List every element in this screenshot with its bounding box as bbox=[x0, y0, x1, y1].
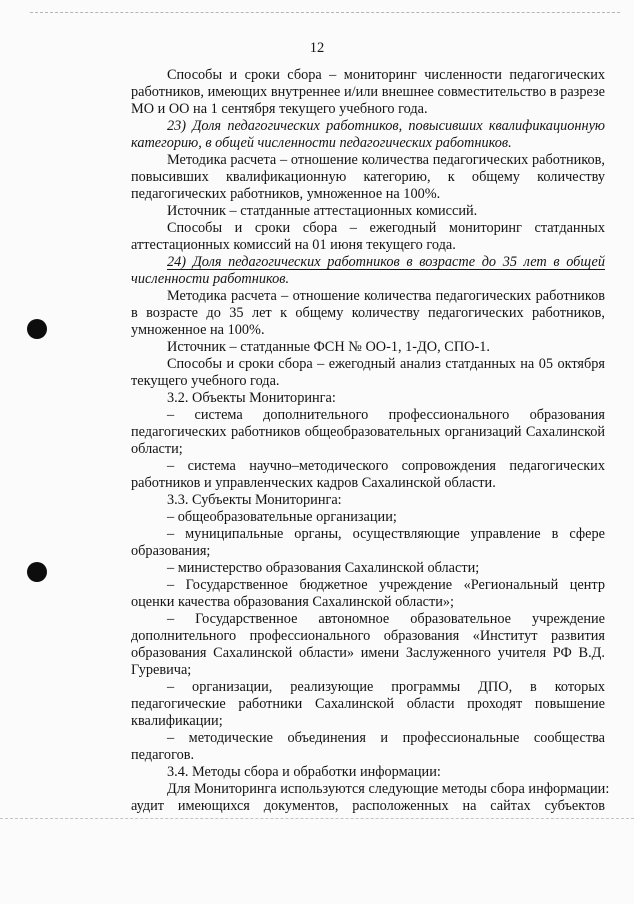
text-line: категорию, в общей численности педагогических работников. bbox=[131, 135, 512, 151]
text-line: педагогических работников, умноженное на 100%. bbox=[131, 186, 441, 202]
text-line: – система дополнительного профессионального образования bbox=[167, 407, 605, 423]
page-number: 12 bbox=[309, 40, 325, 56]
text-line: Способы и сроки сбора – ежегодный анализ статданных на 05 октября bbox=[167, 356, 605, 372]
binder-hole-mark bbox=[27, 319, 47, 339]
text-line: Гуревича; bbox=[131, 662, 192, 678]
text-line: – Государственное бюджетное учреждение «Региональный центр bbox=[167, 577, 605, 593]
text-line: педагогические работники Сахалинской области проходят повышение bbox=[131, 696, 605, 712]
text-line: численности работников. bbox=[131, 271, 290, 287]
text-line: в возрасте до 35 лет к общему количеству педагогических работников, bbox=[131, 305, 605, 321]
text-line: Способы и сроки сбора – мониторинг численности педагогических bbox=[167, 67, 605, 83]
text-line: Способы и сроки сбора – ежегодный мониторинг статданных bbox=[167, 220, 605, 236]
text-line: педагогов. bbox=[131, 747, 195, 763]
text-line: работников, имеющих внутреннее и/или внешнее совместительство в разрезе bbox=[131, 84, 605, 100]
text-line: 3.4. Методы сбора и обработки информации: bbox=[167, 764, 441, 780]
text-line: умноженное на 100%. bbox=[131, 322, 265, 338]
text-line: – общеобразовательные организации; bbox=[167, 509, 397, 525]
text-line: 3.2. Объекты Мониторинга: bbox=[167, 390, 336, 406]
text-line: 23) Доля педагогических работников, повысивших квалификационную bbox=[167, 118, 605, 134]
text-line: работников и управленческих кадров Сахалинской области. bbox=[131, 475, 496, 491]
text-line: – методические объединения и профессиональные сообщества bbox=[167, 730, 605, 746]
text-line: Источник – статданные аттестационных комиссий. bbox=[167, 203, 478, 219]
text-line: образования; bbox=[131, 543, 211, 559]
text-line: дополнительного профессионального образования «Институт развития bbox=[131, 628, 605, 644]
binder-hole-mark bbox=[27, 562, 47, 582]
text-line: – организации, реализующие программы ДПО, в которых bbox=[167, 679, 605, 695]
text-line: – система научно–методического сопровождения педагогических bbox=[167, 458, 605, 474]
text-line: оценки качества образования Сахалинской области»; bbox=[131, 594, 455, 610]
text-line: – министерство образования Сахалинской области; bbox=[167, 560, 480, 576]
scan-top-edge bbox=[30, 12, 620, 13]
text-line: квалификации; bbox=[131, 713, 223, 729]
text-line: текущего учебного года. bbox=[131, 373, 280, 389]
text-line: повысивших квалификационную категорию, к общему количеству bbox=[131, 169, 605, 185]
text-line: области; bbox=[131, 441, 183, 457]
text-line: – Государственное автономное образовательное учреждение bbox=[167, 611, 605, 627]
text-line: – муниципальные органы, осуществляющие управление в сфере bbox=[167, 526, 605, 542]
text-line: 3.3. Субъекты Мониторинга: bbox=[167, 492, 342, 508]
text-line: аудит имеющихся документов, расположенных на сайтах субъектов bbox=[131, 798, 605, 814]
text-line: аттестационных комиссий на 01 июня текущего года. bbox=[131, 237, 456, 253]
text-line: Источник – статданные ФСН № ОО-1, 1-ДО, СПО-1. bbox=[167, 339, 490, 355]
text-line: 24) Доля педагогических работников в возрасте до 35 лет в общей bbox=[167, 254, 605, 270]
text-line: Для Мониторинга используются следующие методы сбора информации: bbox=[167, 781, 610, 797]
text-line: педагогических работников общеобразовательных организаций Сахалинской bbox=[131, 424, 605, 440]
scan-bottom-edge bbox=[0, 818, 634, 819]
text-line: Методика расчета – отношение количества педагогических работников bbox=[167, 288, 605, 304]
text-line: МО и ОО на 1 сентября текущего учебного года. bbox=[131, 101, 428, 117]
text-line: Методика расчета – отношение количества педагогических работников, bbox=[167, 152, 605, 168]
text-line: образования Сахалинской области» имени Заслуженного учителя РФ В.Д. bbox=[131, 645, 605, 661]
